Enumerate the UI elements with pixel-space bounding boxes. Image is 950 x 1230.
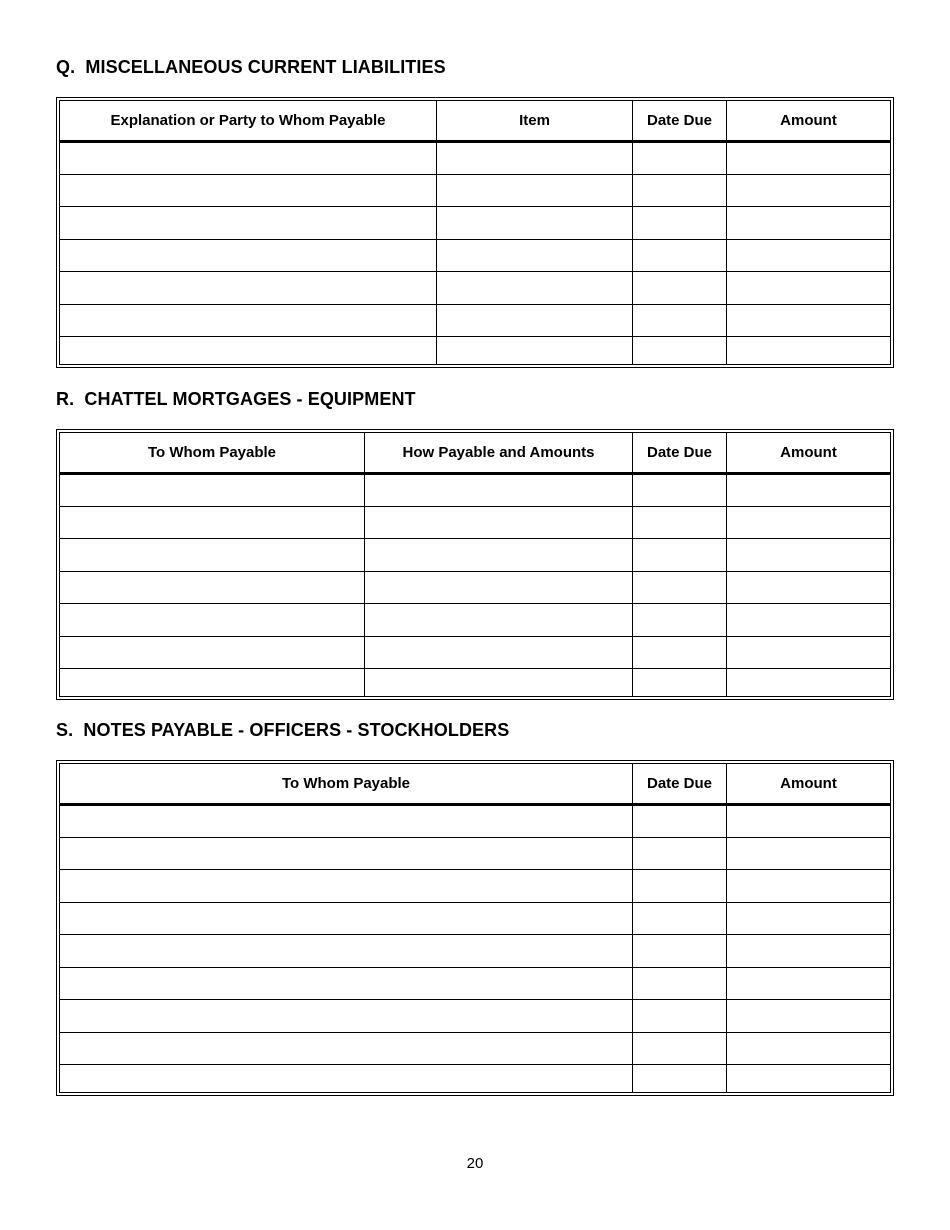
blank-entry-cell[interactable]	[633, 870, 727, 903]
table-body	[60, 805, 891, 1093]
blank-entry-cell[interactable]	[633, 337, 727, 365]
misc-current-liabilities-table	[56, 97, 894, 368]
blank-entry-cell[interactable]	[633, 669, 727, 697]
column-header-to-whom-payable: To Whom Payable	[60, 764, 633, 805]
table-row	[60, 669, 891, 697]
column-header-amount: Amount	[727, 433, 891, 474]
table-row	[60, 474, 891, 507]
table-header-row	[60, 764, 891, 805]
table-row	[60, 506, 891, 539]
blank-entry-cell[interactable]	[60, 239, 437, 272]
blank-entry-cell[interactable]	[727, 207, 891, 240]
blank-entry-cell[interactable]	[633, 837, 727, 870]
blank-entry-cell[interactable]	[437, 174, 633, 207]
blank-entry-cell[interactable]	[60, 837, 633, 870]
blank-entry-cell[interactable]	[727, 1065, 891, 1093]
column-header-explanation: Explanation or Party to Whom Payable	[60, 101, 437, 142]
blank-entry-cell[interactable]	[437, 304, 633, 337]
table-row	[60, 272, 891, 305]
table-row	[60, 1032, 891, 1065]
blank-entry-cell[interactable]	[633, 805, 727, 838]
table-row	[60, 174, 891, 207]
blank-entry-cell[interactable]	[633, 304, 727, 337]
table-row	[60, 870, 891, 903]
blank-entry-cell[interactable]	[60, 902, 633, 935]
blank-entry-cell[interactable]	[60, 1065, 633, 1093]
blank-entry-cell[interactable]	[633, 239, 727, 272]
column-header-amount: Amount	[727, 101, 891, 142]
blank-entry-cell[interactable]	[727, 935, 891, 968]
blank-entry-cell[interactable]	[437, 207, 633, 240]
table-row	[60, 837, 891, 870]
blank-entry-cell[interactable]	[727, 142, 891, 175]
column-header-item: Item	[437, 101, 633, 142]
blank-entry-cell[interactable]	[727, 337, 891, 365]
blank-entry-cell[interactable]	[365, 474, 633, 507]
table-row	[60, 239, 891, 272]
blank-entry-cell[interactable]	[727, 272, 891, 305]
blank-entry-cell[interactable]	[727, 837, 891, 870]
blank-entry-cell[interactable]	[60, 207, 437, 240]
section-r-title: R. CHATTEL MORTGAGES - EQUIPMENT	[56, 389, 416, 409]
table-row	[60, 337, 891, 365]
blank-entry-cell[interactable]	[633, 636, 727, 669]
column-header-date-due: Date Due	[633, 433, 727, 474]
blank-entry-cell[interactable]	[437, 142, 633, 175]
blank-entry-cell[interactable]	[437, 337, 633, 365]
blank-entry-cell[interactable]	[633, 935, 727, 968]
blank-entry-cell[interactable]	[365, 539, 633, 572]
blank-entry-cell[interactable]	[633, 539, 727, 572]
table-row	[60, 935, 891, 968]
blank-entry-cell[interactable]	[727, 174, 891, 207]
section-s-title: S. NOTES PAYABLE - OFFICERS - STOCKHOLDERS	[56, 720, 510, 740]
blank-entry-cell[interactable]	[633, 967, 727, 1000]
blank-entry-cell[interactable]	[60, 967, 633, 1000]
blank-entry-cell[interactable]	[727, 474, 891, 507]
blank-entry-cell[interactable]	[633, 207, 727, 240]
table-row	[60, 636, 891, 669]
blank-entry-cell[interactable]	[633, 1065, 727, 1093]
table-header-row	[60, 433, 891, 474]
notes-payable-table	[56, 760, 894, 1096]
blank-entry-cell[interactable]	[633, 1000, 727, 1033]
section-q-title: Q. MISCELLANEOUS CURRENT LIABILITIES	[56, 57, 446, 77]
table-row	[60, 207, 891, 240]
blank-entry-cell[interactable]	[727, 604, 891, 637]
blank-entry-cell[interactable]	[365, 571, 633, 604]
blank-entry-cell[interactable]	[633, 604, 727, 637]
table-body	[60, 474, 891, 697]
column-header-date-due: Date Due	[633, 764, 727, 805]
blank-entry-cell[interactable]	[60, 474, 365, 507]
table-row	[60, 967, 891, 1000]
column-header-how-payable: How Payable and Amounts	[365, 433, 633, 474]
blank-entry-cell[interactable]	[633, 272, 727, 305]
blank-entry-cell[interactable]	[60, 571, 365, 604]
blank-entry-cell[interactable]	[727, 539, 891, 572]
blank-entry-cell[interactable]	[365, 636, 633, 669]
blank-entry-cell[interactable]	[60, 935, 633, 968]
blank-entry-cell[interactable]	[60, 805, 633, 838]
blank-entry-cell[interactable]	[727, 1032, 891, 1065]
blank-entry-cell[interactable]	[633, 902, 727, 935]
blank-entry-cell[interactable]	[727, 967, 891, 1000]
blank-entry-cell[interactable]	[727, 669, 891, 697]
table-row	[60, 1000, 891, 1033]
blank-entry-cell[interactable]	[60, 539, 365, 572]
blank-entry-cell[interactable]	[60, 636, 365, 669]
table-body	[60, 142, 891, 365]
blank-entry-cell[interactable]	[727, 571, 891, 604]
table-row	[60, 604, 891, 637]
blank-entry-cell[interactable]	[437, 272, 633, 305]
blank-entry-cell[interactable]	[633, 174, 727, 207]
blank-entry-cell[interactable]	[727, 1000, 891, 1033]
blank-entry-cell[interactable]	[60, 604, 365, 637]
blank-entry-cell[interactable]	[60, 174, 437, 207]
table-row	[60, 304, 891, 337]
blank-entry-cell[interactable]	[727, 506, 891, 539]
blank-entry-cell[interactable]	[60, 142, 437, 175]
blank-entry-cell[interactable]	[365, 669, 633, 697]
blank-entry-cell[interactable]	[60, 337, 437, 365]
column-header-to-whom-payable: To Whom Payable	[60, 433, 365, 474]
blank-entry-cell[interactable]	[60, 669, 365, 697]
blank-entry-cell[interactable]	[437, 239, 633, 272]
blank-entry-cell[interactable]	[60, 870, 633, 903]
column-header-date-due: Date Due	[633, 101, 727, 142]
blank-entry-cell[interactable]	[633, 142, 727, 175]
page-number: 20	[466, 1155, 484, 1172]
blank-entry-cell[interactable]	[633, 571, 727, 604]
blank-entry-cell[interactable]	[60, 272, 437, 305]
blank-entry-cell[interactable]	[727, 239, 891, 272]
blank-entry-cell[interactable]	[60, 1032, 633, 1065]
blank-entry-cell[interactable]	[727, 805, 891, 838]
table-row	[60, 805, 891, 838]
table-header-row	[60, 101, 891, 142]
table-row	[60, 902, 891, 935]
blank-entry-cell[interactable]	[633, 474, 727, 507]
table-row	[60, 571, 891, 604]
blank-entry-cell[interactable]	[60, 304, 437, 337]
blank-entry-cell[interactable]	[365, 604, 633, 637]
blank-entry-cell[interactable]	[633, 506, 727, 539]
chattel-mortgages-table	[56, 429, 894, 700]
blank-entry-cell[interactable]	[60, 1000, 633, 1033]
blank-entry-cell[interactable]	[727, 902, 891, 935]
blank-entry-cell[interactable]	[727, 870, 891, 903]
blank-entry-cell[interactable]	[727, 636, 891, 669]
blank-entry-cell[interactable]	[633, 1032, 727, 1065]
blank-entry-cell[interactable]	[727, 304, 891, 337]
column-header-amount: Amount	[727, 764, 891, 805]
blank-entry-cell[interactable]	[60, 506, 365, 539]
blank-entry-cell[interactable]	[365, 506, 633, 539]
table-row	[60, 539, 891, 572]
table-row	[60, 1065, 891, 1093]
table-row	[60, 142, 891, 175]
